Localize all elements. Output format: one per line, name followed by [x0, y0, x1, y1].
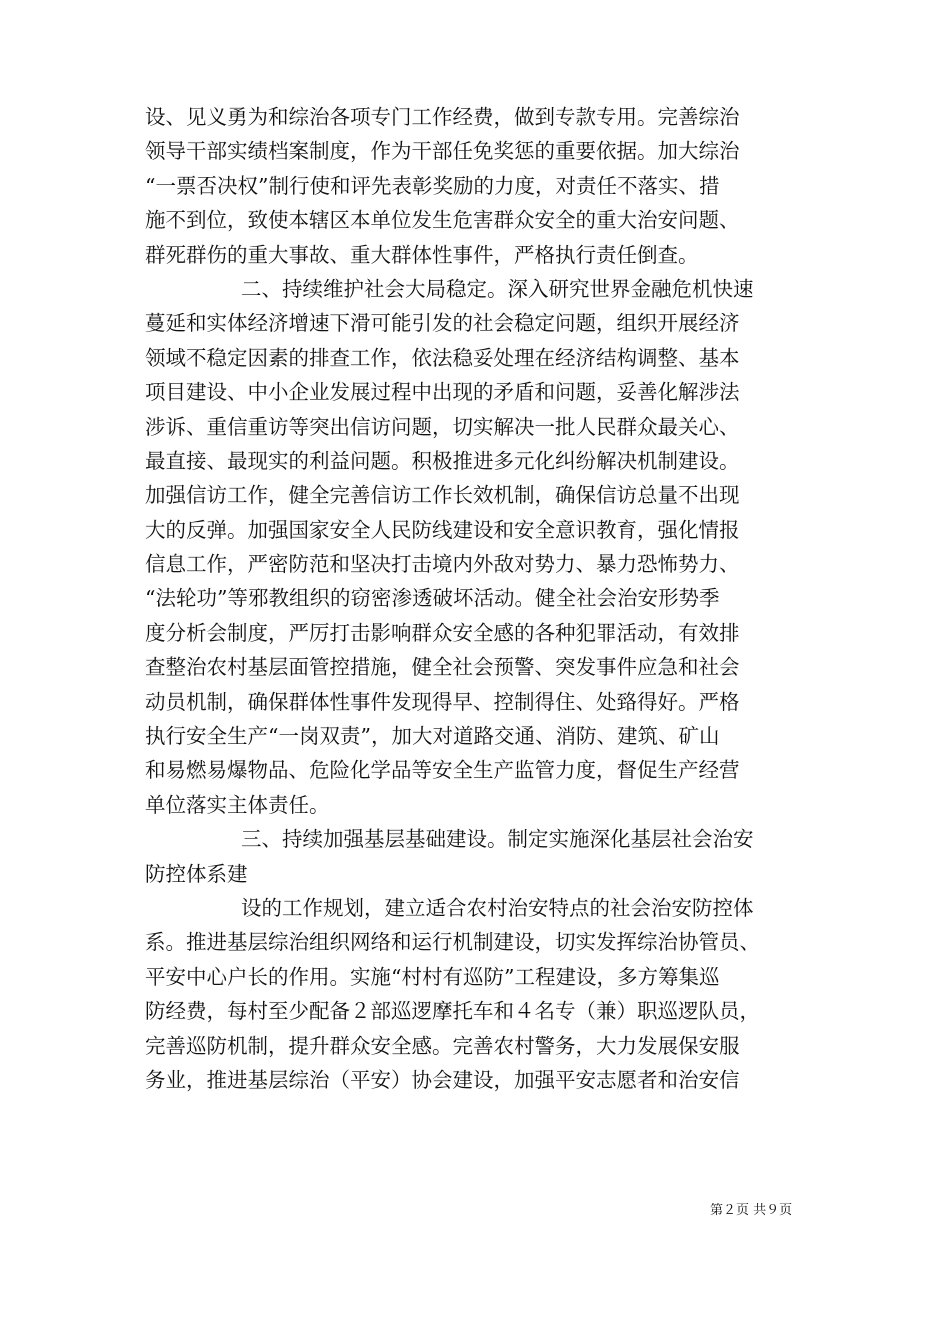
text-line: 加强信访工作，健全完善信访工作长效机制，确保信访总量不出现: [145, 483, 740, 508]
text-line: 查整治农村基层面管控措施，健全社会预警、突发事件应急和社会: [145, 655, 740, 680]
text-line: 领域不稳定因素的排查工作，依法稳妥处理在经济结构调整、基本: [145, 345, 740, 370]
text-line: 和易燃易爆物品、危险化学品等安全生产监管力度，督促生产经营: [145, 758, 740, 783]
text-line: 防经费，每村至少配备２部巡逻摩托车和４名专（兼）职巡逻队员，: [145, 999, 760, 1024]
text-line: 完善巡防机制，提升群众安全感。完善农村警务，大力发展保安服: [145, 1033, 740, 1058]
text-line: 领导干部实绩档案制度，作为干部任免奖惩的重要依据。加大综治: [145, 139, 740, 164]
text-line: 平安中心户长的作用。实施“村村有巡防”工程建设，多方筹集巡: [145, 964, 720, 989]
text-line: “法轮功”等邪教组织的窃密渗透破坏活动。健全社会治安形势季: [145, 586, 720, 611]
text-line: 度分析会制度，严厉打击影响群众安全感的各种犯罪活动，有效排: [145, 620, 740, 645]
page-number-footer: 第２页 共９页: [710, 1203, 793, 1218]
text-line: 信息工作，严密防范和坚决打击境内外敌对势力、暴力恐怖势力、: [145, 552, 740, 577]
text-line: 执行安全生产“一岗双责”，加大对道路交通、消防、建筑、矿山: [145, 724, 720, 749]
text-line: 群死群伤的重大事故、重大群体性事件，严格执行责任倒查。: [145, 242, 699, 267]
section-heading-line: 三、持续加强基层基础建设。制定实施深化基层社会治安: [241, 827, 754, 852]
text-line: “一票否决权”制行使和评先表彰奖励的力度，对责任不落实、措: [145, 173, 720, 198]
text-line: 大的反弹。加强国家安全人民防线建设和安全意识教育，强化情报: [145, 517, 740, 542]
text-line: 系。推进基层综治组织网络和运行机制建设，切实发挥综治协管员、: [145, 930, 760, 955]
text-line: 涉诉、重信重访等突出信访问题，切实解决一批人民群众最关心、: [145, 414, 740, 439]
text-line: 最直接、最现实的利益问题。积极推进多元化纠纷解决机制建设。: [145, 448, 740, 473]
text-line: 务业，推进基层综治（平安）协会建设，加强平安志愿者和治安信: [145, 1067, 740, 1092]
text-line: 防控体系建: [145, 861, 248, 886]
text-line: 动员机制，确保群体性事件发现得早、控制得住、处臵得好。严格: [145, 689, 740, 714]
text-line: 蔓延和实体经济增速下滑可能引发的社会稳定问题，组织开展经济: [145, 311, 740, 336]
text-line: 单位落实主体责任。: [145, 792, 330, 817]
text-line: 项目建设、中小企业发展过程中出现的矛盾和问题，妥善化解涉法: [145, 380, 740, 405]
text-line: 设的工作规划，建立适合农村治安特点的社会治安防控体: [241, 895, 754, 920]
body-text: [145, 100, 815, 1097]
text-line: 设、见义勇为和综治各项专门工作经费，做到专款专用。完善综治: [145, 105, 740, 129]
text-line: 施不到位，致使本辖区本单位发生危害群众安全的重大治安问题、: [145, 208, 740, 233]
section-heading-line: 二、持续维护社会大局稳定。深入研究世界金融危机快速: [241, 276, 754, 301]
